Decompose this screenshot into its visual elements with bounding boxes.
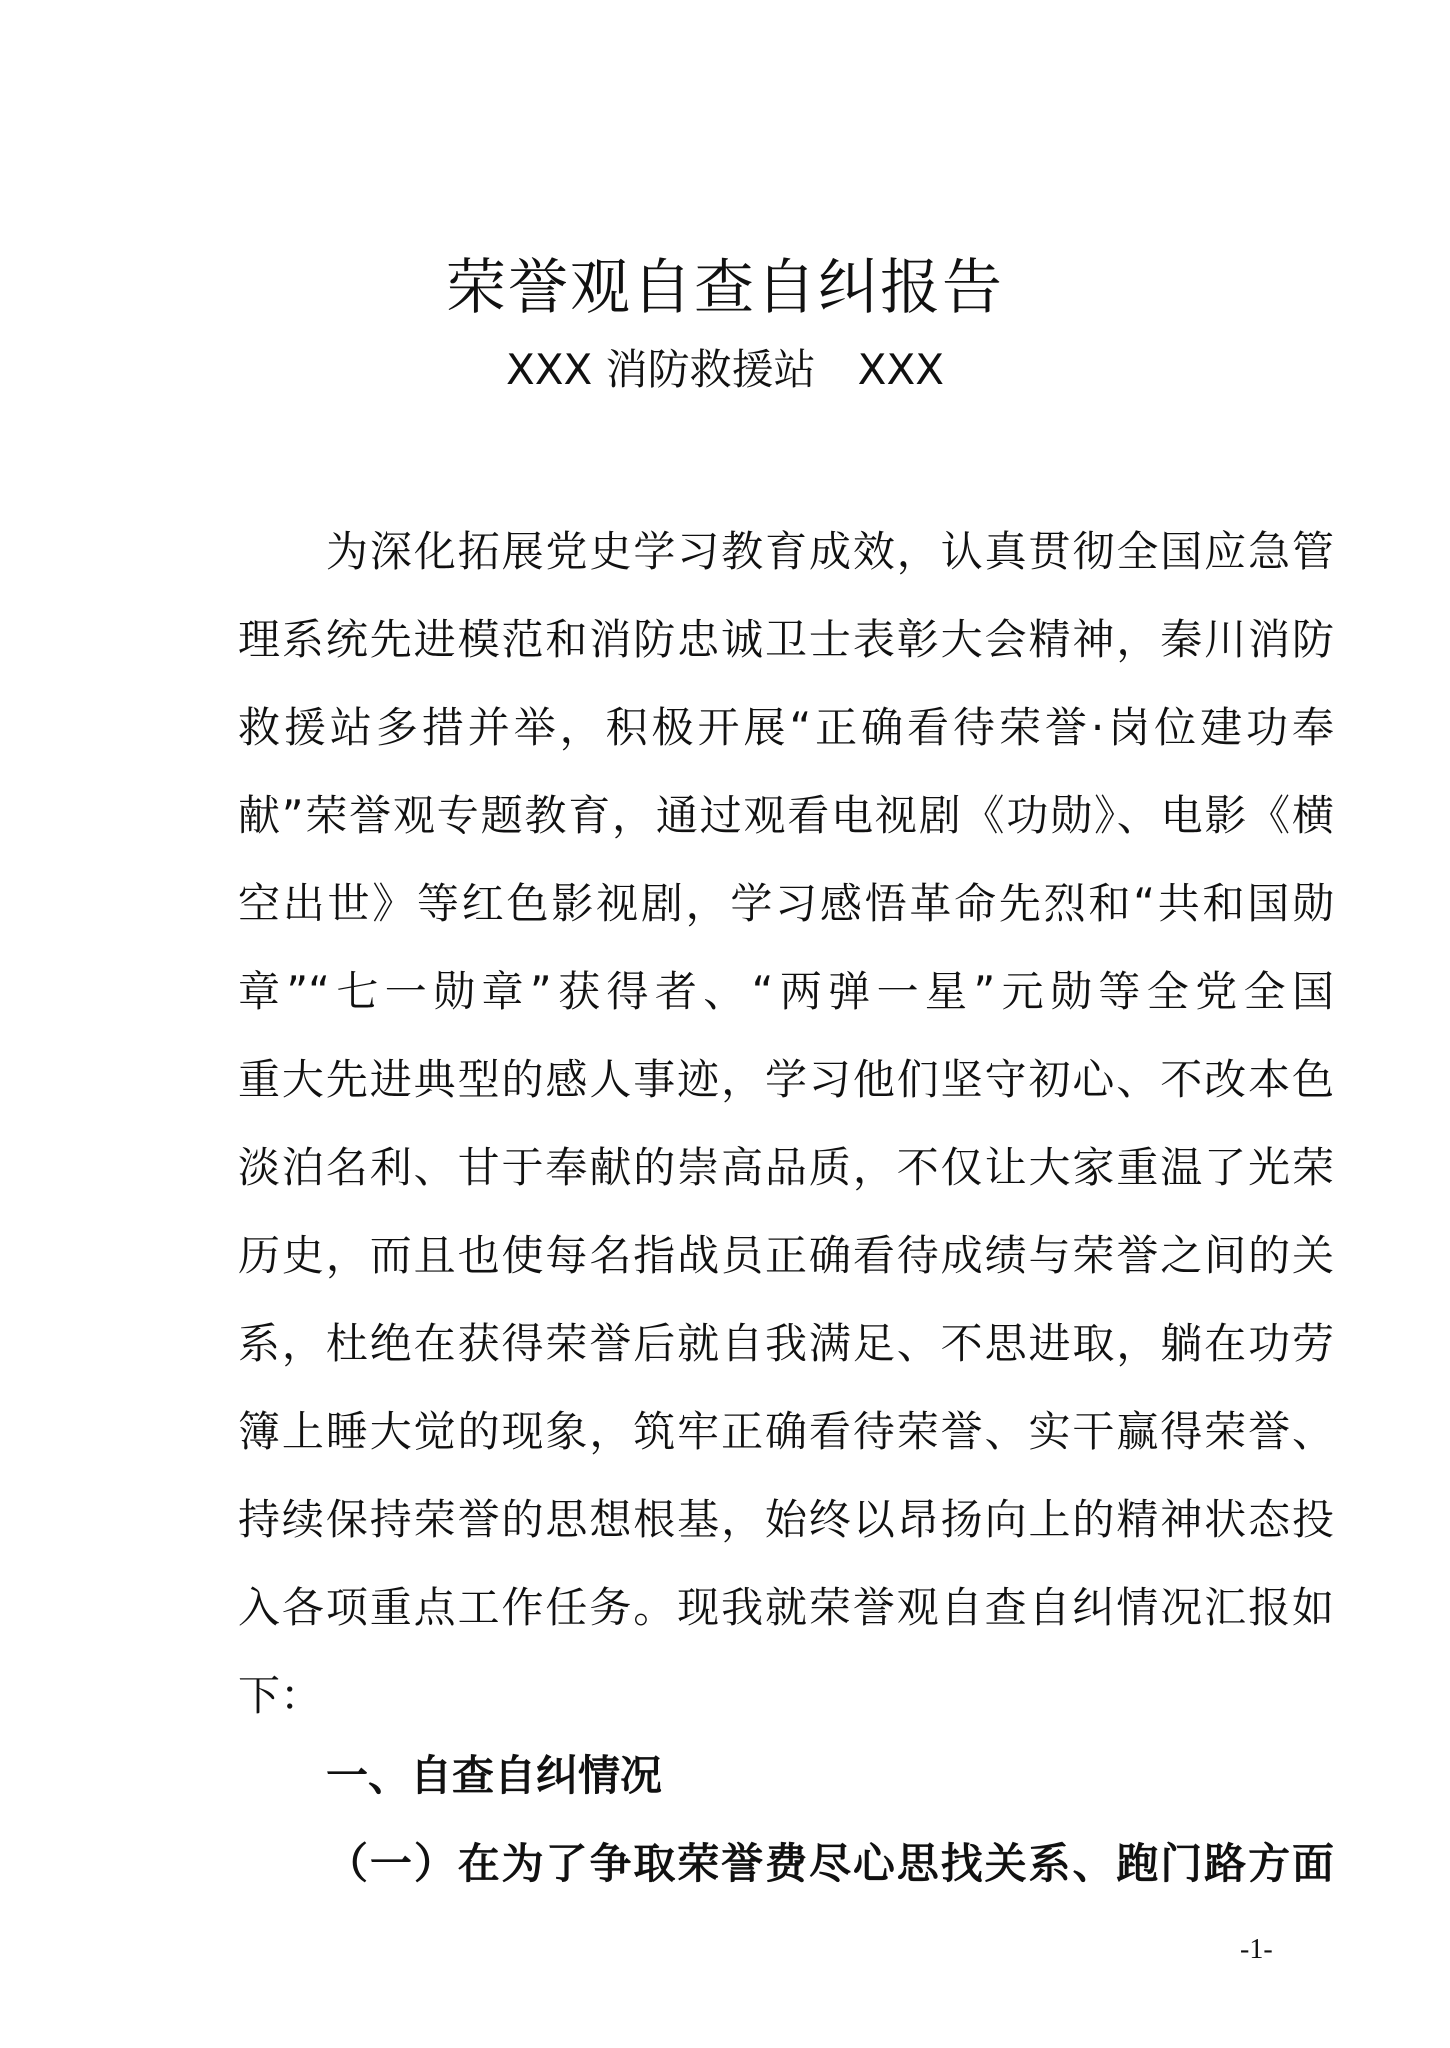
paragraph-line: 淡泊名利、甘于奉献的崇高品质，不仅让大家重温了光荣 xyxy=(238,1143,1334,1192)
document-title: 荣誉观自查自纠报告 xyxy=(446,253,1004,323)
paragraph-line: 理系统先进模范和消防忠诚卫士表彰大会精神，秦川消防 xyxy=(238,615,1334,664)
paragraph-line: 系，杜绝在获得荣誉后就自我满足、不思进取，躺在功劳 xyxy=(238,1319,1334,1368)
paragraph-line: 章”“七一勋章”获得者、“两弹一星”元勋等全党全国 xyxy=(238,967,1334,1016)
subsection-heading: （一）在为了争取荣誉费尽心思找关系、跑门路方面 xyxy=(326,1839,1334,1888)
paragraph-line: 重大先进典型的感人事迹，学习他们坚守初心、不改本色 xyxy=(238,1055,1334,1104)
paragraph-line: 下： xyxy=(238,1671,323,1720)
paragraph-line: 救援站多措并举，积极开展“正确看待荣誉·岗位建功奉 xyxy=(238,703,1334,752)
paragraph-line: 簿上睡大觉的现象，筑牢正确看待荣誉、实干赢得荣誉、 xyxy=(238,1407,1334,1456)
paragraph-line: 历史，而且也使每名指战员正确看待成绩与荣誉之间的关 xyxy=(238,1231,1334,1280)
paragraph-line: 献”荣誉观专题教育，通过观看电视剧《功勋》、电影《横 xyxy=(238,791,1334,840)
paragraph-line: 持续保持荣誉的思想根基，始终以昂扬向上的精神状态投 xyxy=(238,1495,1334,1544)
paragraph-line: 入各项重点工作任务。现我就荣誉观自查自纠情况汇报如 xyxy=(238,1583,1334,1632)
intro-paragraph xyxy=(238,508,1334,1740)
document-subtitle: XXX 消防救援站 XXX xyxy=(506,345,944,394)
paragraph-line: 为深化拓展党史学习教育成效，认真贯彻全国应急管 xyxy=(326,527,1334,576)
section-heading: 一、自查自纠情况 xyxy=(326,1751,663,1800)
paragraph-line: 空出世》等红色影视剧，学习感悟革命先烈和“共和国勋 xyxy=(238,879,1334,928)
page-number: -1- xyxy=(1240,1934,1273,1965)
